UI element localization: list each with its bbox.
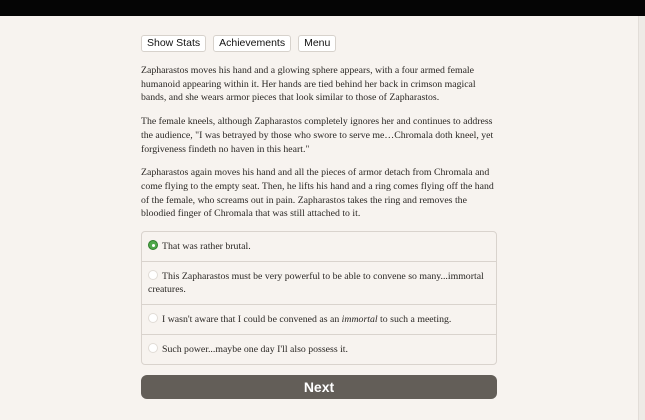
- story-paragraph-3: Zapharastos again moves his hand and all the pieces of armor detach from Chromala and come flying to the empty seat. Then, he lifts his hand and a ring comes flying off the hand of the female, who screams out in pain. Zapharastos takes the ring and removes the bloodied finger of Chromala that was still attached to it.: [141, 167, 494, 220]
- story-paragraph-2: The female kneels, although Zapharastos completely ignores her and continues to address the audience, "I was betrayed by those who swore to serve me…Chromala doth kneel, yet forgiveness findeth no haven in this heart.": [141, 116, 494, 155]
- radio-empty-icon[interactable]: [148, 313, 158, 323]
- scrollbar[interactable]: [638, 16, 645, 420]
- radio-selected-icon[interactable]: [148, 240, 158, 250]
- radio-empty-icon[interactable]: [148, 343, 158, 353]
- achievements-button[interactable]: Achievements: [213, 35, 291, 52]
- choice-text-emphasis: immortal: [341, 314, 378, 326]
- choice-text-pre: I wasn't aware that I could be convened as an: [162, 314, 342, 326]
- choice-list: [141, 231, 497, 365]
- choice-text-post: to such a meeting.: [377, 314, 452, 326]
- choice-option-1[interactable]: [142, 232, 496, 261]
- choice-option-3[interactable]: [142, 304, 496, 334]
- top-bar: [0, 0, 645, 16]
- radio-empty-icon[interactable]: [148, 270, 158, 280]
- game-content: [141, 35, 497, 399]
- choice-option-4[interactable]: [142, 334, 496, 364]
- choice-option-2[interactable]: [142, 261, 496, 304]
- choice-text: That was rather brutal.: [162, 241, 251, 253]
- top-tabs: [141, 35, 497, 52]
- story-paragraph-1: Zapharastos moves his hand and a glowing sphere appears, with a four armed female humanoid appearing within it. Her hands are tied behind her back in crimson magical bands, and she wears armor pieces that look similar to those of Zapharastos.: [141, 65, 476, 104]
- choice-text: This Zapharastos must be very powerful to be able to convene so many...immortal creatures.: [148, 271, 484, 296]
- next-button[interactable]: Next: [141, 375, 497, 399]
- menu-button[interactable]: Menu: [298, 35, 336, 52]
- show-stats-button[interactable]: Show Stats: [141, 35, 206, 52]
- choice-text: Such power...maybe one day I'll also possess it.: [162, 344, 348, 356]
